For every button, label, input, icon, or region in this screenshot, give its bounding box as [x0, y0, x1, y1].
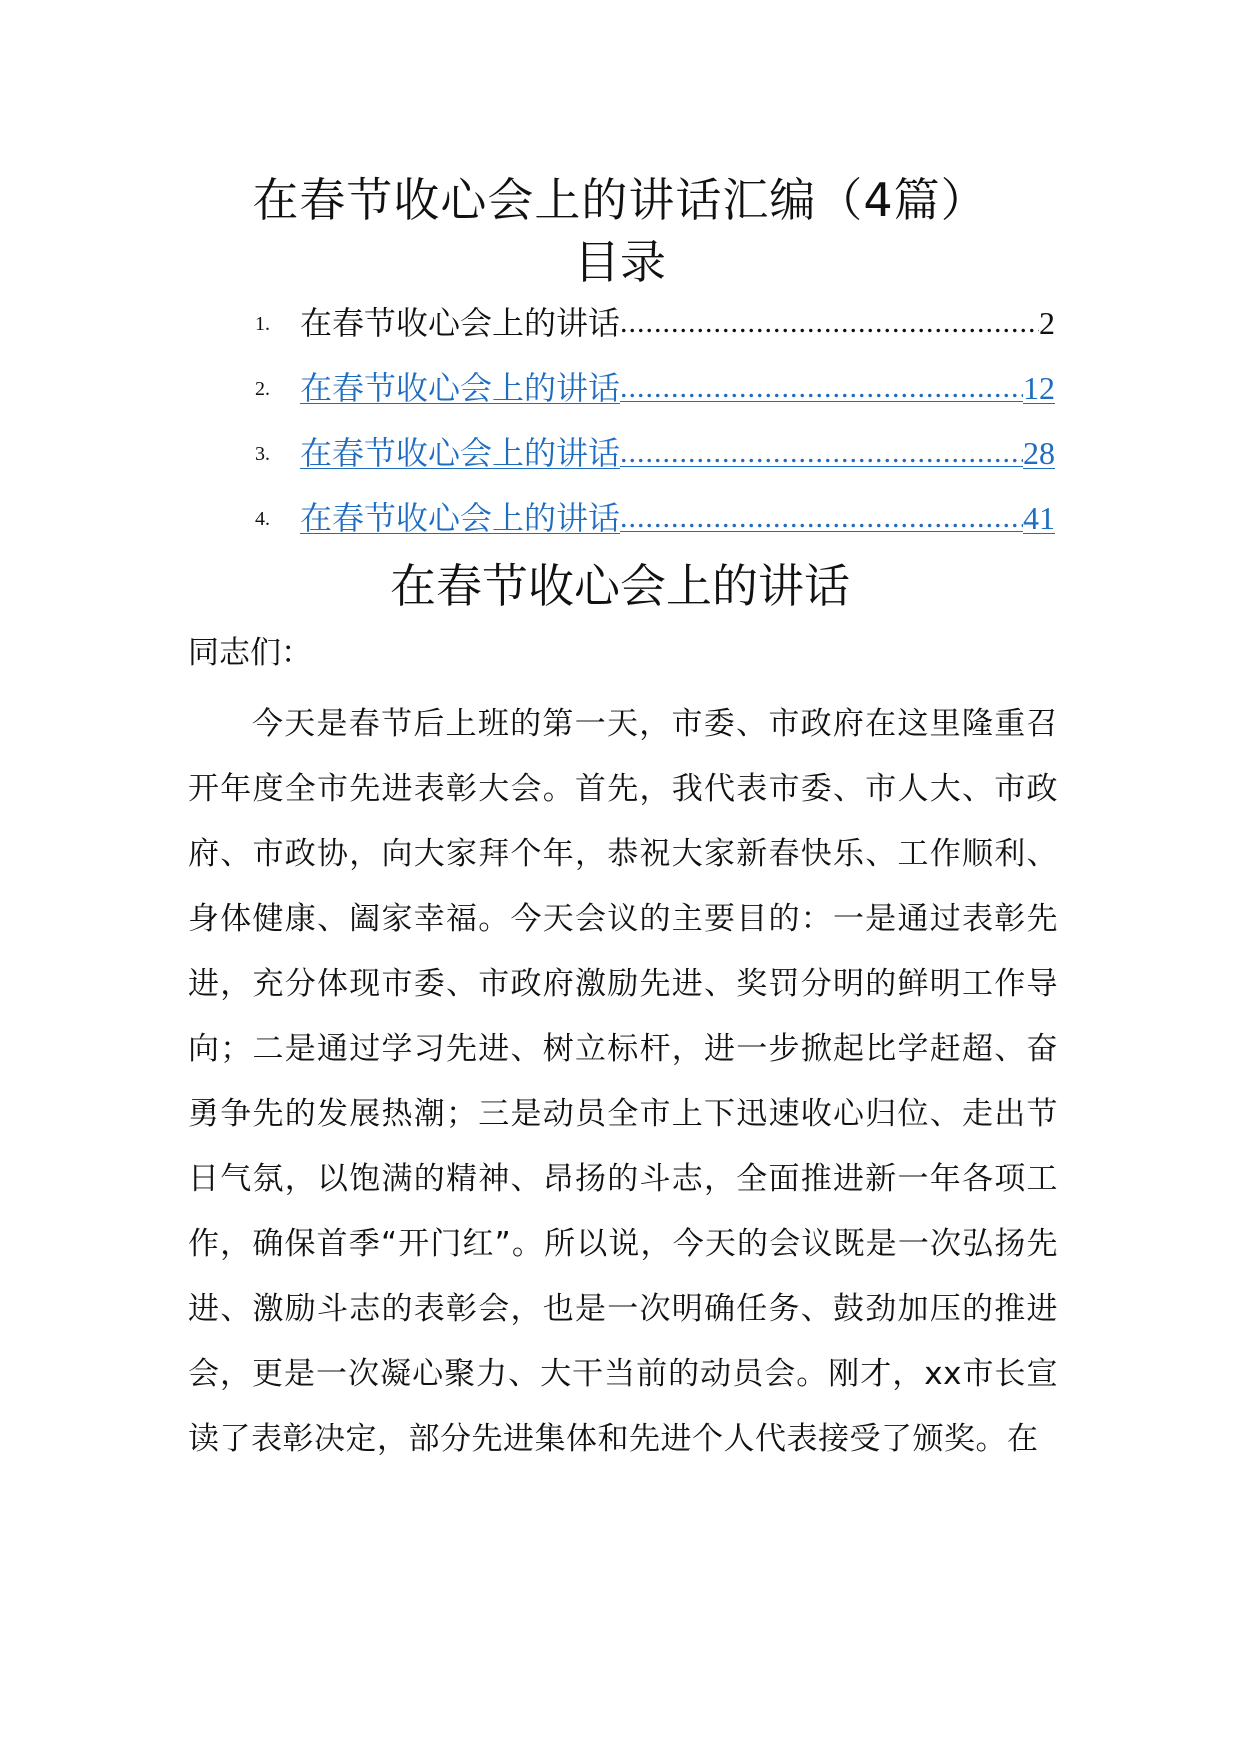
- toc-entry-link[interactable]: [300, 363, 1055, 413]
- document-title: 在春节收心会上的讲话汇编（4篇）: [252, 173, 988, 227]
- toc-leader-dots: [620, 493, 1023, 543]
- toc-entry-text: 在春节收心会上的讲话: [300, 499, 621, 537]
- toc-entry-link[interactable]: [300, 298, 1055, 348]
- salutation: 同志们：: [188, 635, 312, 671]
- body-paragraph: 今天是春节后上班的第一天，市委、市政府在这里隆重召开年度全市先进表彰大会。首先，我代表市委、市人大、市政府、市政协，向大家拜个年，恭祝大家新春快乐、工作顺利、身体健康、阖家幸福。今天会议的主要目的：一是通过表彰先进，充分体现市委、市政府激励先进、奖罚分明的鲜明工作导向；二是通过学习先进、树立标杆，进一步掀起比学赶超、奋勇争先的发展热潮；三是动员全市上下迅速收心归位、走出节日气氛，以饱满的精神、昂扬的斗志，全面推进新一年各项工作，确保首季“开门红”。所以说，今天的会议既是一次弘扬先进、激励斗志的表彰会，也是一次明确任务、鼓劲加压的推进会，更是一次凝心聚力、大干当前的动员会。刚才，xx市长宣读了表彰决定，部分先进集体和先进个人代表接受了颁奖。在: [188, 706, 1058, 1457]
- toc-entry-link[interactable]: [300, 493, 1055, 543]
- toc-entry-text: 在春节收心会上的讲话: [300, 369, 621, 407]
- toc-page-number: 12: [1023, 370, 1055, 406]
- toc-number: 2.: [255, 378, 270, 400]
- toc-number: 3.: [255, 443, 270, 465]
- toc-leader-dots: [620, 363, 1023, 413]
- table-of-contents: [255, 298, 1055, 558]
- toc-leader-dots: [620, 298, 1039, 348]
- toc-page-number: 2: [1039, 305, 1055, 341]
- toc-item-1: [255, 298, 1055, 363]
- toc-entry-link[interactable]: [300, 428, 1055, 478]
- toc-page-number: 41: [1023, 500, 1055, 536]
- toc-leader-dots: [620, 428, 1023, 478]
- toc-item-3: [255, 428, 1055, 493]
- toc-heading: 目录: [574, 235, 666, 289]
- section-title: 在春节收心会上的讲话: [390, 559, 850, 613]
- toc-page-number: 28: [1023, 435, 1055, 471]
- toc-number: 1.: [255, 313, 270, 335]
- toc-item-4: [255, 493, 1055, 558]
- toc-number: 4.: [255, 508, 270, 530]
- toc-item-2: [255, 363, 1055, 428]
- toc-entry-text: 在春节收心会上的讲话: [300, 434, 621, 472]
- toc-entry-text: 在春节收心会上的讲话: [300, 304, 621, 342]
